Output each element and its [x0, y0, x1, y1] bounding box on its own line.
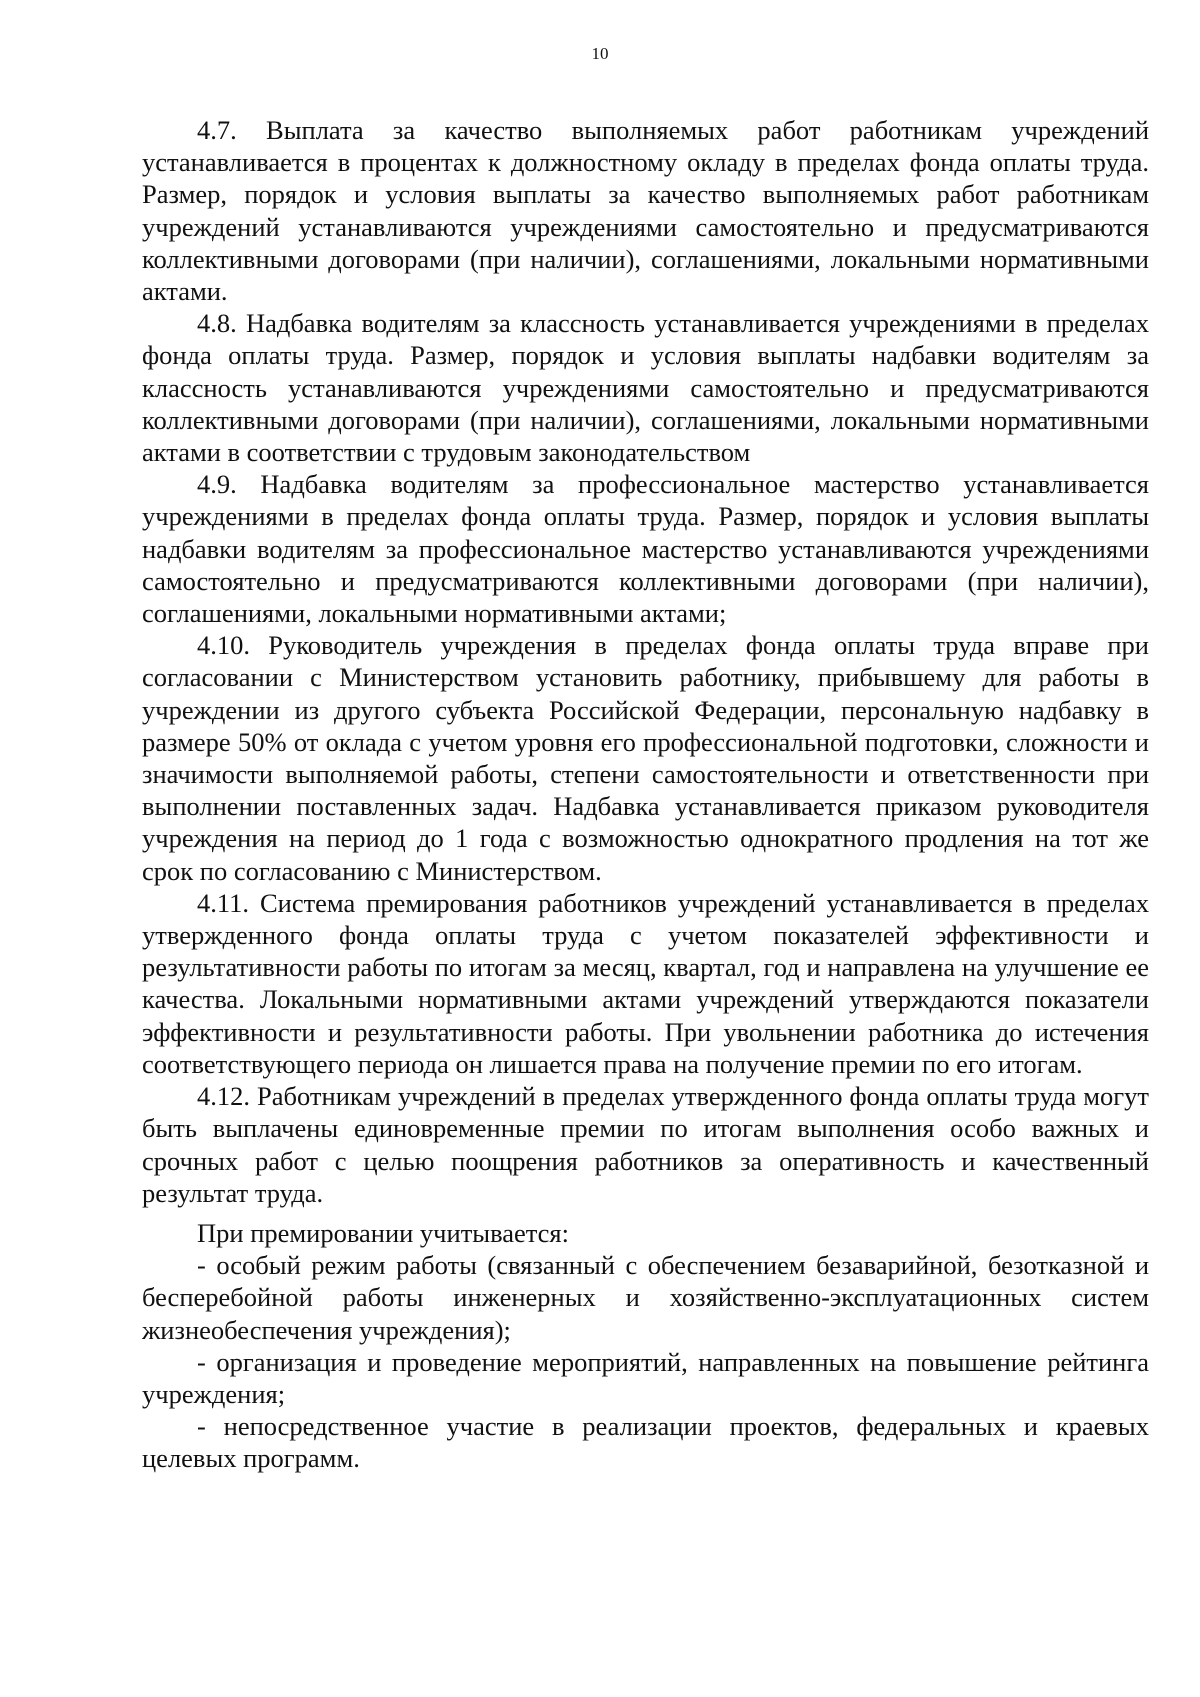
bonus-factors-intro: При премировании учитывается:: [197, 1217, 569, 1248]
page-number: 10: [591, 44, 609, 63]
clause-4-7: 4.7. Выплата за качество выполняемых работ работникам учреждений устанавливается в процентах к должностному окладу в пределах фонда оплаты труда. Размер, порядок и условия выплаты за качество выполняемых работ работникам учреждений устанавливаются учреждениями самостоятельно и предусматриваются коллективными договорами (при наличии), соглашениями, локальными нормативными актами.: [142, 115, 1149, 307]
bonus-factor-item: - организация и проведение мероприятий, направленных на повышение рейтинга учреждения;: [142, 1346, 1149, 1409]
clause-4-8: 4.8. Надбавка водителям за классность устанавливается учреждениями в пределах фонда оплаты труда. Размер, порядок и условия выплаты надбавки водителям за классность устанавливаются учреждениями самостоятельно и предусматриваются коллективными договорами (при наличии), соглашениями, локальными нормативными актами в соответствии с трудовым законодательством: [142, 308, 1149, 468]
clause-4-12: 4.12. Работникам учреждений в пределах утвержденного фонда оплаты труда могут быть выплачены единовременные премии по итогам выполнения особо важных и срочных работ с целью поощрения работников за оперативность и качественный результат труда.: [142, 1081, 1149, 1208]
clause-4-11: 4.11. Система премирования работников учреждений устанавливается в пределах утвержденного фонда оплаты труда с учетом показателей эффективности и результативности работы по итогам за месяц, квартал, год и направлена на улучшение ее качества. Локальными нормативными актами учреждений утверждаются показатели эффективности и результативности работы. При увольнении работника до истечения соответствующего периода он лишается права на получение премии по его итогам.: [142, 887, 1149, 1079]
document-body: [142, 114, 1149, 1475]
clause-4-9: 4.9. Надбавка водителям за профессиональное мастерство устанавливается учреждениями в пределах фонда оплаты труда. Размер, порядок и условия выплаты надбавки водителям за профессиональное мастерство устанавливаются учреждениями самостоятельно и предусматриваются коллективными договорами (при наличии), соглашениями, локальными нормативными актами;: [142, 469, 1149, 629]
bonus-factor-item: - непосредственное участие в реализации проектов, федеральных и краевых целевых программ.: [142, 1411, 1149, 1474]
bonus-factor-item: - особый режим работы (связанный с обеспечением безаварийной, безотказной и бесперебойной работы инженерных и хозяйственно-эксплуатационных систем жизнеобеспечения учреждения);: [142, 1250, 1149, 1345]
clause-4-10: 4.10. Руководитель учреждения в пределах фонда оплаты труда вправе при согласовании с Министерством установить работнику, прибывшему для работы в учреждении из другого субъекта Российской Федерации, персональную надбавку в размере 50% от оклада с учетом уровня его профессиональной подготовки, сложности и значимости выполняемой работы, степени самостоятельности и ответственности при выполнении поставленных задач. Надбавка устанавливается приказом руководителя учреждения на период до 1 года с возможностью однократного продления на тот же срок по согласованию с Министерством.: [142, 630, 1149, 886]
